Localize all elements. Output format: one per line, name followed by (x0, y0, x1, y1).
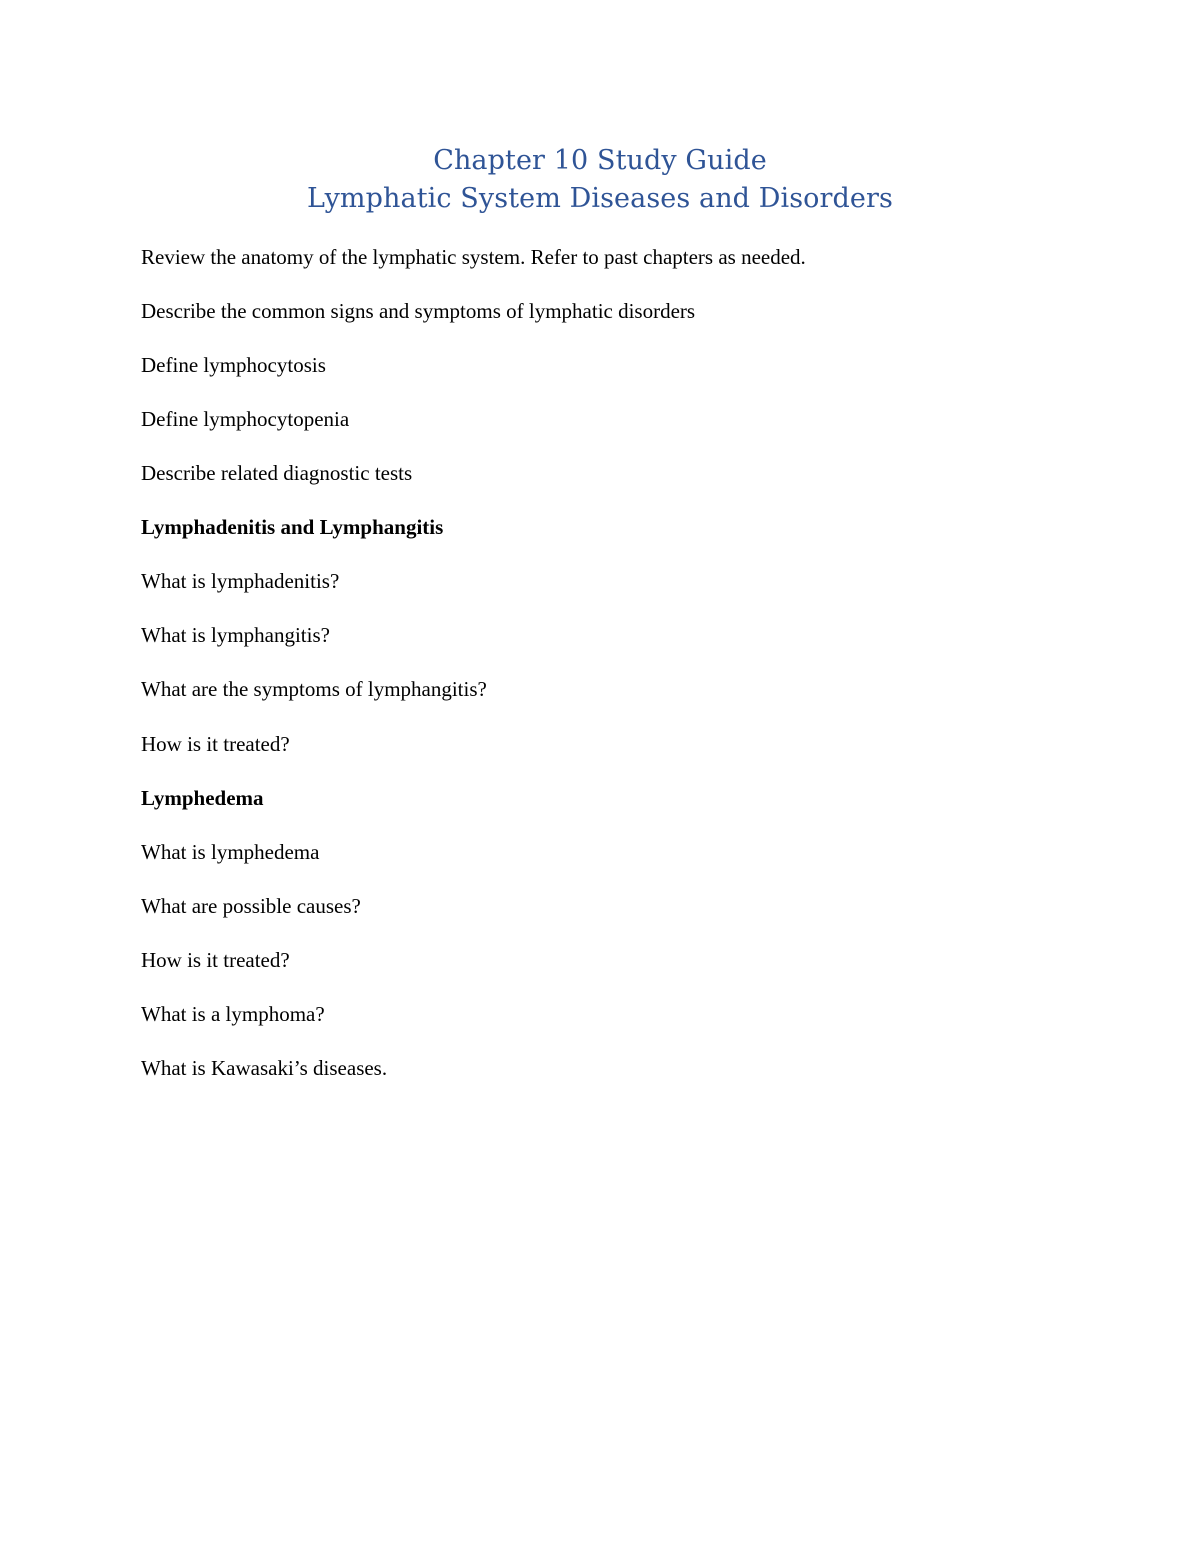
section-heading-lymphedema: Lymphedema (141, 786, 264, 810)
guide-item-review-anatomy: Review the anatomy of the lymphatic system. Refer to past chapters as needed. (141, 245, 806, 269)
guide-item-signs-symptoms: Describe the common signs and symptoms of lymphatic disorders (141, 299, 696, 323)
title-subject: Lymphatic System Diseases and Disorders (307, 183, 893, 214)
question-lymphedema-treatment: How is it treated? (141, 948, 290, 972)
question-lymphedema: What is lymphedema (141, 840, 320, 864)
guide-item-diagnostic-tests: Describe related diagnostic tests (141, 461, 413, 485)
document-title (0, 142, 1200, 218)
question-lymphangitis-symptoms: What are the symptoms of lymphangitis? (141, 677, 487, 701)
question-lymphadenitis: What is lymphadenitis? (141, 569, 340, 593)
question-kawasaki: What is Kawasaki’s diseases. (141, 1056, 388, 1080)
title-chapter: Chapter 10 Study Guide (433, 145, 767, 176)
guide-item-lymphocytopenia: Define lymphocytopenia (141, 407, 350, 431)
question-lymphoma: What is a lymphoma? (141, 1002, 325, 1026)
guide-item-lymphocytosis: Define lymphocytosis (141, 353, 326, 377)
question-lymphangitis: What is lymphangitis? (141, 623, 330, 647)
question-lymphangitis-treatment: How is it treated? (141, 732, 290, 756)
question-lymphedema-causes: What are possible causes? (141, 894, 361, 918)
section-heading-lymphadenitis-lymphangitis: Lymphadenitis and Lymphangitis (141, 515, 444, 539)
